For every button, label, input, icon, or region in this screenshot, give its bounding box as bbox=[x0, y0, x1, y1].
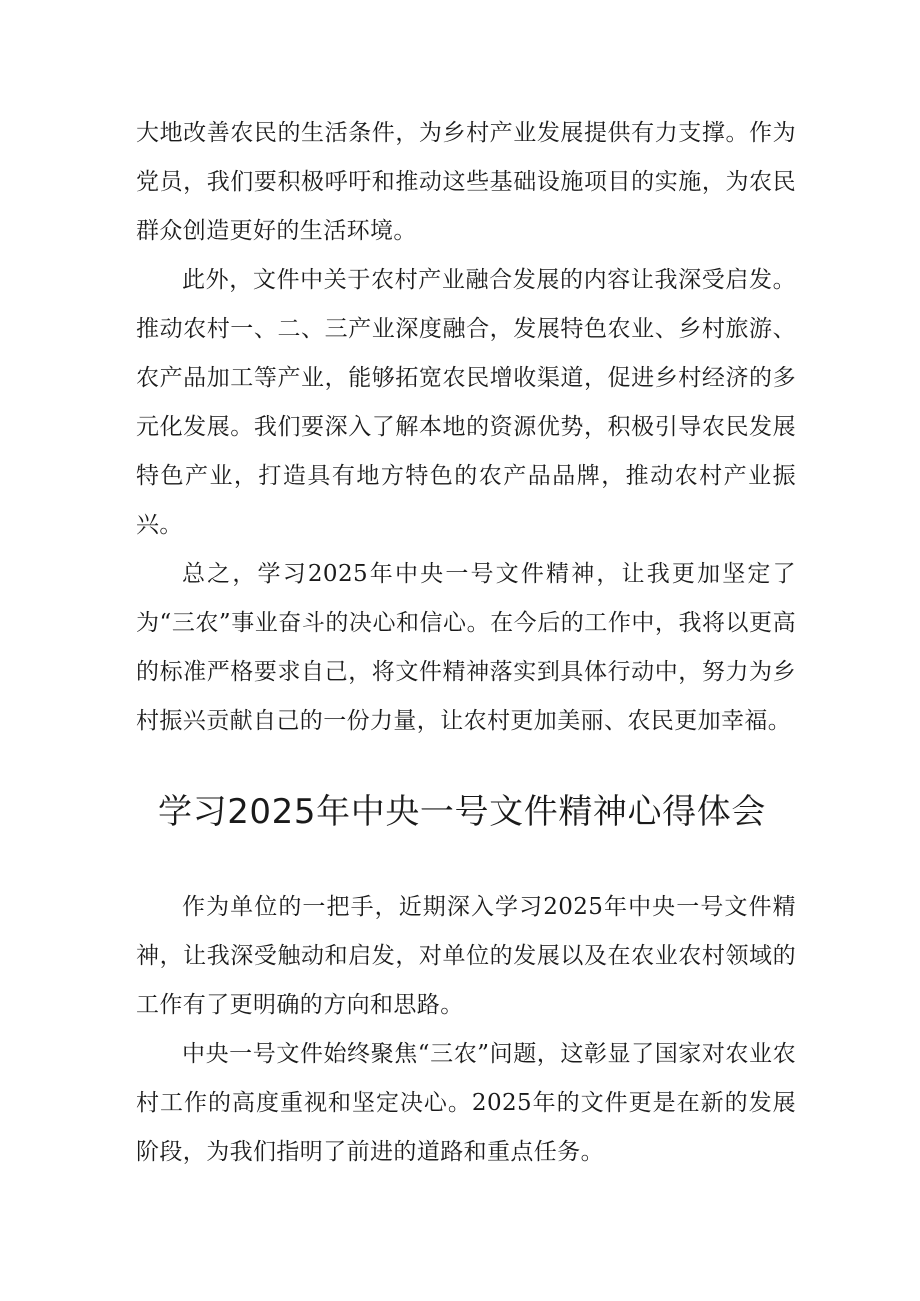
paragraph-industry-integration: 此外，文件中关于农村产业融合发展的内容让我深受启发。推动农村一、二、三产业深度融合，发展特色农业、乡村旅游、农产品加工等产业，能够拓宽农民增收渠道，促进乡村经济的多元化发展。我们要深入了解本地的资源优势，积极引导农民发展特色产业，打造具有地方特色的农产品品牌，推动农村产业振兴。 bbox=[136, 267, 796, 538]
article-title: 学习2025年中央一号文件精神心得体会 bbox=[158, 792, 766, 832]
bottom-text-section bbox=[136, 883, 796, 1177]
paragraph-focus-three-rural: 中央一号文件始终聚焦“三农”问题，这彰显了国家对农业农村工作的高度重视和坚定决心。2025年的文件更是在新的发展阶段，为我们指明了前进的道路和重点任务。 bbox=[136, 1041, 796, 1165]
top-text-section bbox=[136, 109, 796, 746]
paragraph-intro: 作为单位的一把手，近期深入学习2025年中央一号文件精神，让我深受触动和启发，对单位的发展以及在农业农村领域的工作有了更明确的方向和思路。 bbox=[136, 894, 796, 1018]
paragraph-continued: 大地改善农民的生活条件，为乡村产业发展提供有力支撑。作为党员，我们要积极呼吁和推动这些基础设施项目的实施，为农民群众创造更好的生活环境。 bbox=[136, 120, 796, 244]
paragraph-conclusion: 总之，学习2025年中央一号文件精神，让我更加坚定了为“三农”事业奋斗的决心和信心。在今后的工作中，我将以更高的标准严格要求自己，将文件精神落实到具体行动中，努力为乡村振兴贡献自己的一份力量，让农村更加美丽、农民更加幸福。 bbox=[136, 561, 796, 734]
